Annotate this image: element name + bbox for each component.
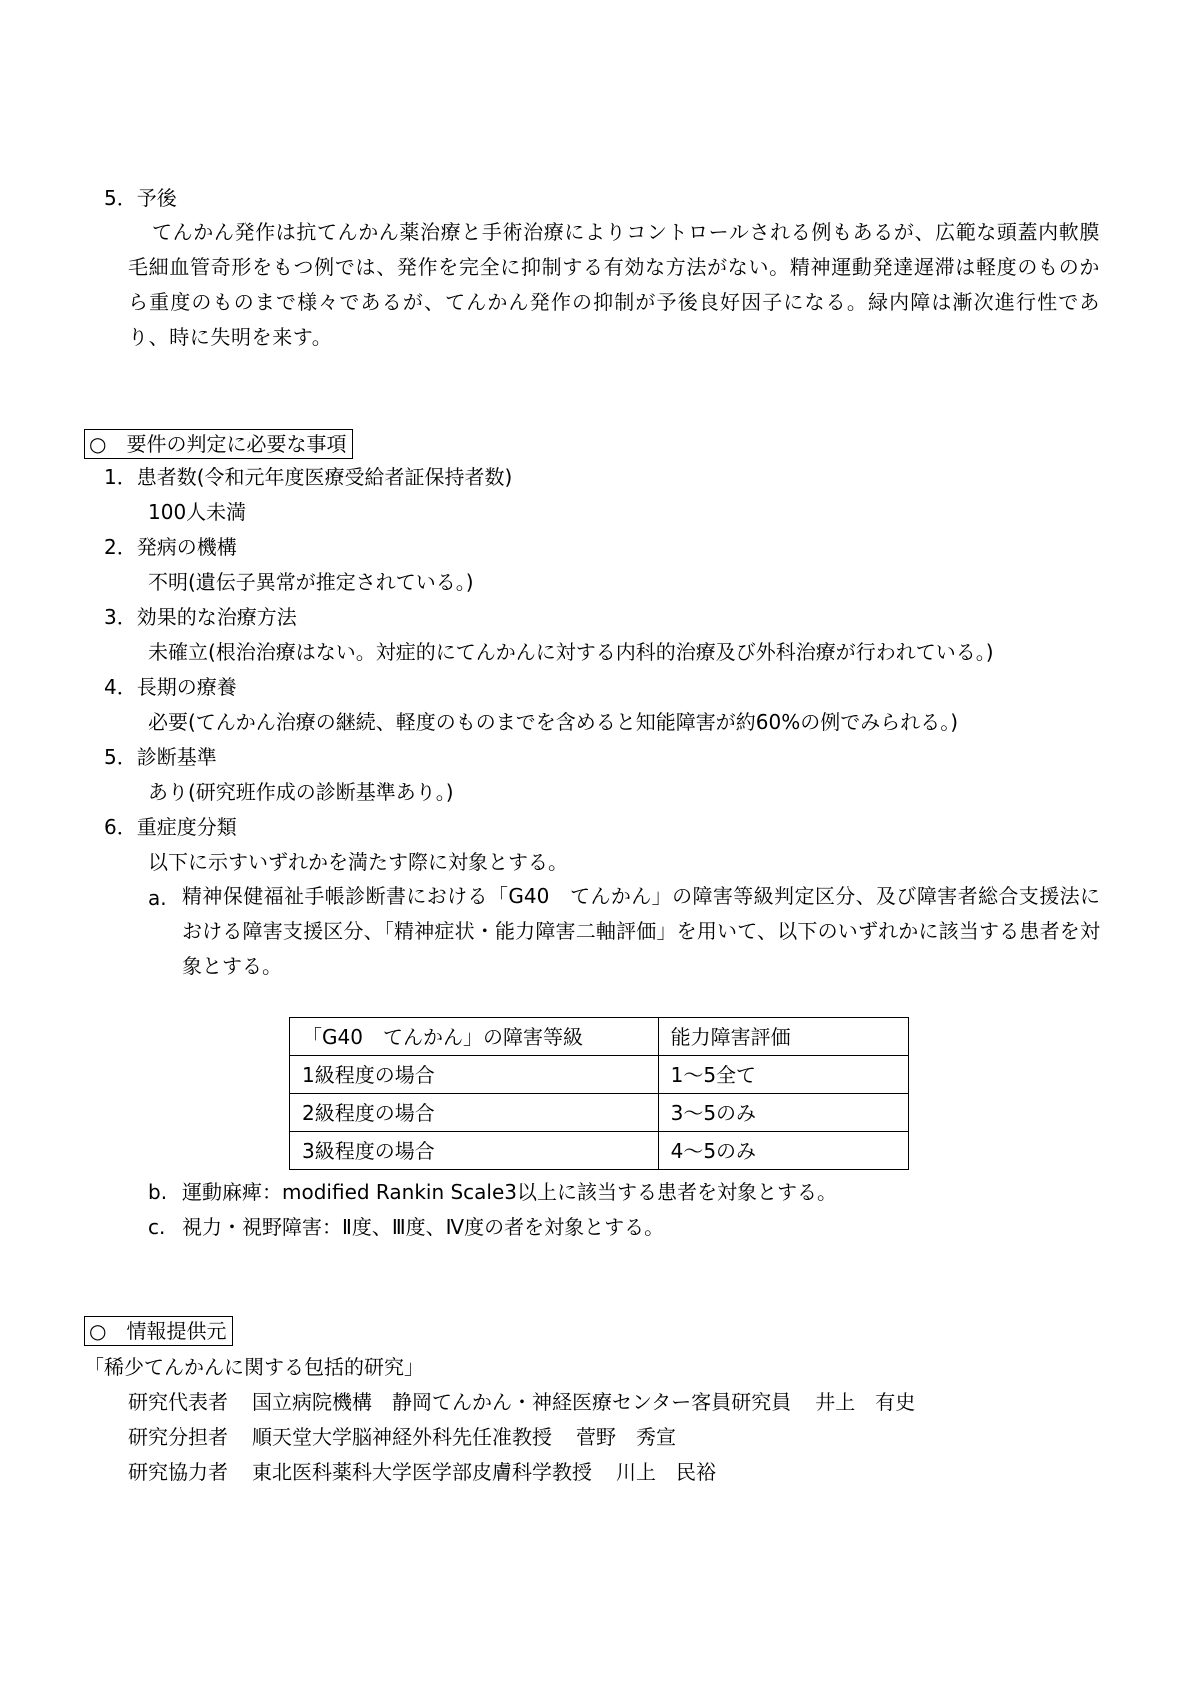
table-cell: 3級程度の場合 — [290, 1132, 659, 1170]
criterion-b-text: 運動麻痺：modified Rankin Scale3以上に該当する患者を対象とする。 — [182, 1180, 838, 1204]
requirements-section-title: ○ 要件の判定に必要な事項 — [84, 429, 353, 459]
requirement-item-heading: 4．長期の療養 — [104, 675, 237, 699]
researcher-affiliation: 国立病院機構 静岡てんかん・神経医療センター客員研究員 — [252, 1390, 792, 1414]
criterion-a-text: 精神保健福祉手帳診断書における「G40 てんかん」の障害等級判定区分、及び障害者総合支援法における障害支援区分、「精神症状・能力障害二軸評価」を用いて、以下のいずれかに該当する患者を対象とする。 — [182, 884, 1100, 978]
table-header-cell: 「G40 てんかん」の障害等級 — [290, 1018, 659, 1056]
section-heading-prognosis: 5．予後 — [104, 186, 177, 210]
table-row — [290, 1132, 909, 1170]
requirement-item-body: 100人未満 — [148, 500, 247, 524]
researcher-role: 研究分担者 — [128, 1425, 228, 1449]
requirement-item-body: 必要(てんかん治療の継続、軽度のものまでを含めると知能障害が約60%の例でみられる。) — [148, 710, 959, 734]
study-title: 「稀少てんかんに関する包括的研究」 — [84, 1355, 424, 1379]
researcher-line — [128, 1392, 915, 1412]
table-cell: 2級程度の場合 — [290, 1094, 659, 1132]
requirement-item-body: 不明(遺伝子異常が推定されている。) — [148, 570, 474, 594]
researcher-affiliation: 東北医科薬科大学医学部皮膚科学教授 — [252, 1460, 592, 1484]
table-header-cell: 能力障害評価 — [658, 1018, 908, 1056]
requirement-item-body: あり(研究班作成の診断基準あり。) — [148, 780, 454, 804]
researcher-line — [128, 1462, 716, 1482]
researcher-role: 研究協力者 — [128, 1460, 228, 1484]
table-header-row — [290, 1018, 909, 1056]
researcher-name: 菅野 秀宣 — [576, 1425, 676, 1449]
requirement-item-heading: 1．患者数(令和元年度医療受給者証保持者数) — [104, 465, 513, 489]
requirement-item-body: 未確立(根治治療はない。対症的にてんかんに対する内科的治療及び外科治療が行われている。) — [148, 640, 994, 664]
researcher-name: 川上 民裕 — [616, 1460, 716, 1484]
criterion-c-text: 視力・視野障害：Ⅱ度、Ⅲ度、Ⅳ度の者を対象とする。 — [182, 1215, 665, 1239]
table-cell: 1級程度の場合 — [290, 1056, 659, 1094]
table-cell: 1～5全て — [658, 1056, 908, 1094]
table-row — [290, 1094, 909, 1132]
criterion-a-label: a. — [148, 886, 167, 910]
table-row — [290, 1056, 909, 1094]
researcher-line — [128, 1427, 676, 1447]
requirement-item-heading: 6．重症度分類 — [104, 815, 237, 839]
criterion-c-label: c. — [148, 1215, 166, 1239]
requirement-item-heading: 3．効果的な治療方法 — [104, 605, 297, 629]
source-section-title: ○ 情報提供元 — [84, 1316, 233, 1346]
criterion-b-label: b. — [148, 1180, 168, 1204]
disability-grade-table — [289, 1017, 909, 1170]
requirement-item-body: 以下に示すいずれかを満たす際に対象とする。 — [148, 850, 568, 874]
researcher-affiliation: 順天堂大学脳神経外科先任准教授 — [252, 1425, 552, 1449]
researcher-role: 研究代表者 — [128, 1390, 228, 1414]
table-cell: 4～5のみ — [658, 1132, 908, 1170]
prognosis-text: てんかん発作は抗てんかん薬治療と手術治療によりコントロールされる例もあるが、広範な頭蓋内軟膜毛細血管奇形をもつ例では、発作を完全に抑制する有効な方法がない。精神運動発達遅滞は軽度のものから重度のものまで様々であるが、てんかん発作の抑制が予後良好因子になる。緑内障は漸次進行性であり、時に失明を来す。 — [128, 220, 1100, 349]
table-cell: 3～5のみ — [658, 1094, 908, 1132]
prognosis-paragraph — [128, 215, 1100, 355]
researcher-name: 井上 有史 — [815, 1390, 916, 1414]
requirement-item-heading: 2．発病の機構 — [104, 535, 237, 559]
requirement-item-heading: 5．診断基準 — [104, 745, 217, 769]
